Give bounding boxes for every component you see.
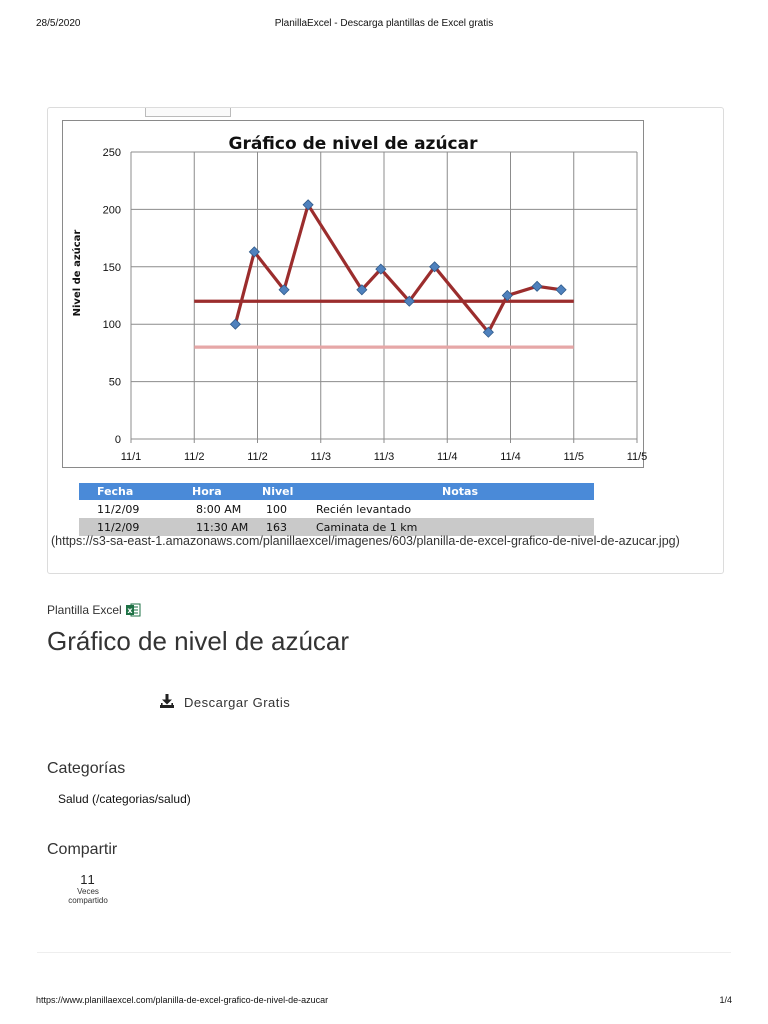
- series-line-sugar: [235, 205, 561, 332]
- x-tick-label: 11/5: [563, 451, 585, 463]
- table-cell: 8:00 AM: [196, 502, 242, 516]
- x-tick-label: 11/3: [310, 451, 332, 463]
- chart-ticks: [103, 147, 648, 463]
- image-tab-stub: [145, 108, 231, 117]
- category-link-salud[interactable]: Salud (/categorias/salud): [58, 792, 191, 806]
- table-header-cell: Hora: [192, 483, 262, 500]
- chart-frame: [62, 120, 648, 468]
- print-page-number: 1/4: [719, 995, 732, 1005]
- image-card: [47, 107, 724, 574]
- share-count-label-1: Veces: [77, 887, 99, 896]
- x-tick-label: 11/4: [500, 451, 521, 463]
- y-tick-label: 50: [108, 376, 121, 389]
- categories-heading: Categorías: [47, 760, 126, 777]
- download-icon: [160, 694, 174, 711]
- table-cell: 11/2/09: [79, 518, 192, 536]
- template-tag-label: Plantilla Excel: [47, 603, 122, 617]
- data-point-marker: [556, 285, 566, 295]
- template-tag: [47, 603, 140, 617]
- image-clip: [48, 108, 723, 534]
- excel-icon: [126, 603, 140, 617]
- data-point-marker: [532, 281, 542, 291]
- print-date: 28/5/2020: [36, 18, 81, 29]
- x-tick-label: 11/5: [626, 451, 648, 463]
- table-cell: 11:30 AM: [192, 518, 262, 536]
- table-header-cell: Fecha: [79, 483, 192, 500]
- y-tick-label: 150: [102, 261, 121, 274]
- table-cell: Recién levantado: [316, 502, 412, 516]
- table-cell: 100: [266, 502, 287, 516]
- y-tick-label: 100: [102, 319, 121, 332]
- print-footer-url: https://www.planillaexcel.com/planilla-de-excel-grafico-de-nivel-de-azucar: [36, 995, 329, 1005]
- chart-grid: [131, 152, 637, 443]
- x-tick-label: 11/1: [120, 451, 142, 463]
- download-label: Descargar Gratis: [184, 695, 291, 710]
- sugar-chart: [63, 121, 648, 467]
- chart-title: Gráfico de nivel de azúcar: [228, 134, 478, 154]
- x-tick-label: 11/2: [183, 451, 205, 463]
- y-tick-label: 200: [102, 204, 121, 217]
- share-counter: [60, 872, 116, 905]
- download-button[interactable]: [160, 694, 290, 711]
- data-point-marker: [230, 319, 240, 329]
- y-tick-label: 0: [114, 434, 121, 446]
- x-tick-label: 11/2: [247, 451, 268, 463]
- x-tick-label: 11/4: [436, 451, 458, 463]
- table-header-cell: Nivel: [262, 483, 312, 500]
- sugar-data-table: [79, 483, 594, 536]
- svg-text:x: x: [127, 606, 133, 615]
- table-row: [79, 500, 594, 518]
- table-cell: 11/2/09: [97, 502, 140, 516]
- y-tick-label: 250: [102, 147, 121, 159]
- table-cell: Caminata de 1 km: [312, 518, 594, 536]
- y-axis-label: Nivel de azúcar: [72, 229, 83, 317]
- table-header-row: [79, 483, 594, 500]
- divider: [37, 952, 731, 953]
- share-heading: Compartir: [47, 841, 118, 858]
- print-page-title: PlanillaExcel - Descarga plantillas de Excel gratis: [274, 18, 494, 29]
- page-title: Gráfico de nivel de azúcar: [47, 626, 350, 656]
- share-count-label-2: compartido: [68, 896, 108, 905]
- table-header-cell: Notas: [312, 483, 594, 500]
- table-cell: 163: [262, 518, 312, 536]
- share-count-number: 11: [80, 872, 96, 887]
- x-tick-label: 11/3: [373, 451, 395, 463]
- image-source-caption[interactable]: (https://s3-sa-east-1.amazonaws.com/planillaexcel/imagenes/603/planilla-de-excel-grafico-de-nivel-de-azucar.jpg): [51, 534, 680, 548]
